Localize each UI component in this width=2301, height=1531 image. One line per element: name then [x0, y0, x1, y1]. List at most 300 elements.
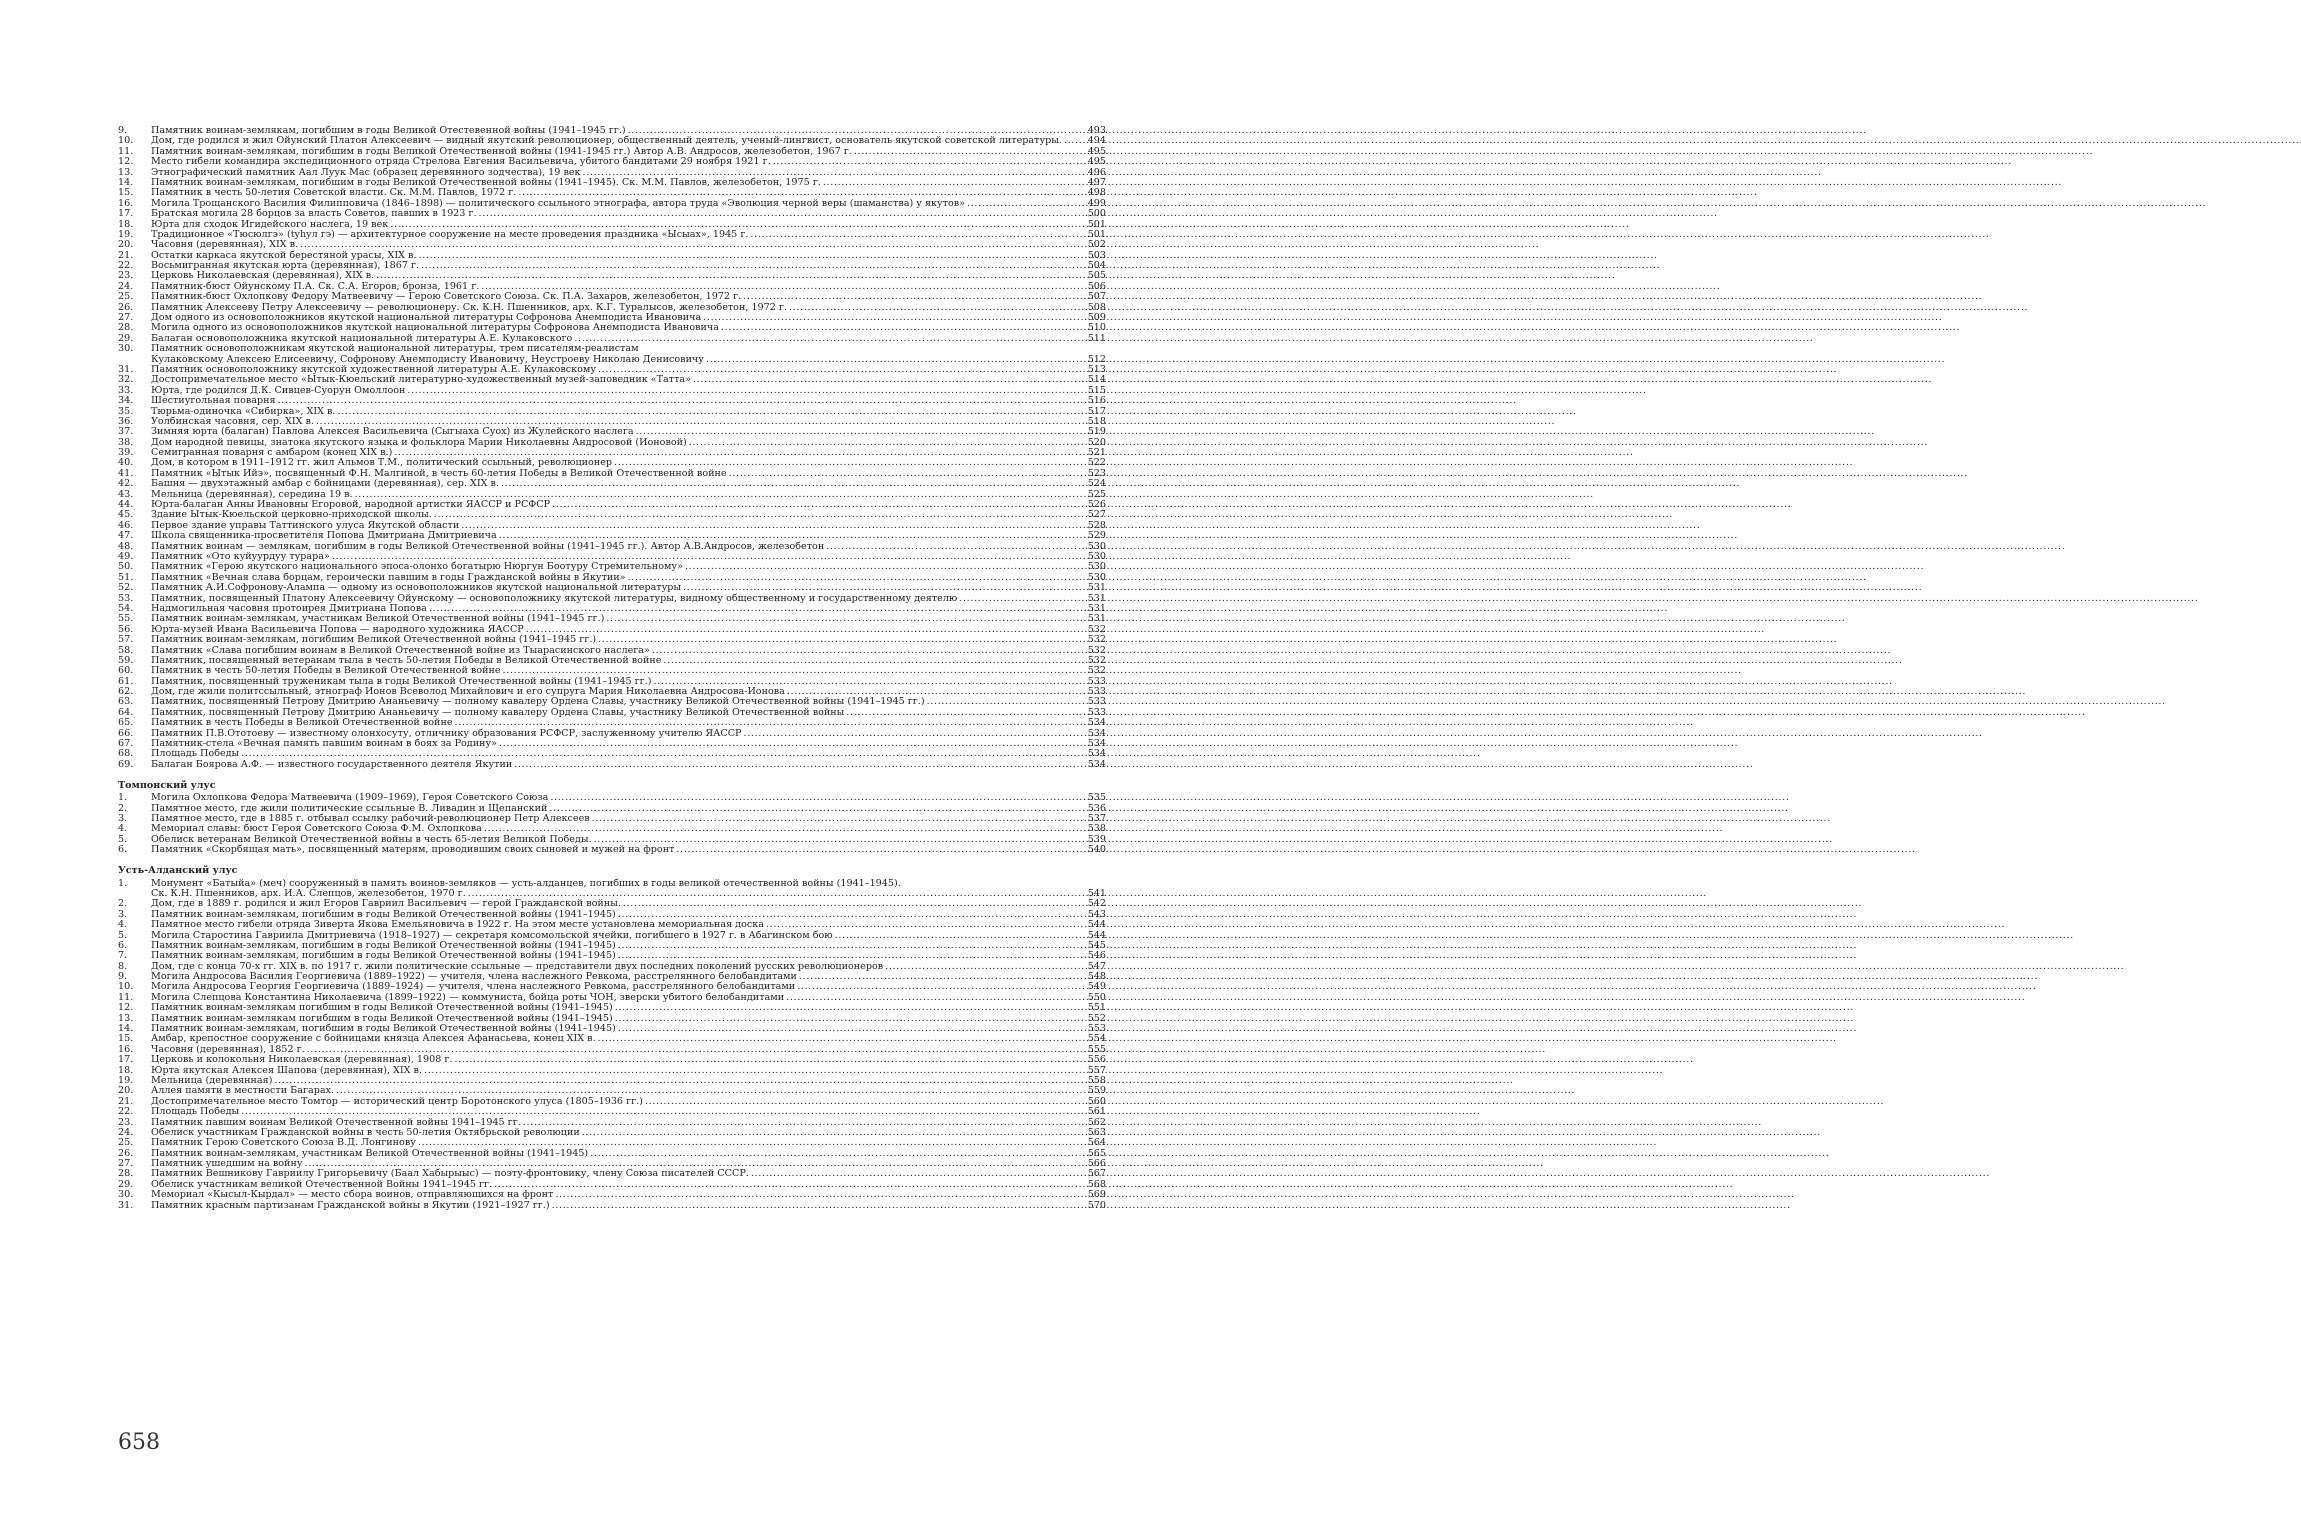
entry-page-number: 557 [1087, 1064, 1106, 1076]
entry-number: 16. [118, 197, 134, 209]
entry-title: Школа священника-просветителя Попова Дмитриана Дмитриевича [151, 530, 497, 542]
entry-title: Памятник воинам-землякам, погибшим в годы Великой Отечественной войны (1941–1945) [151, 939, 616, 951]
entry-page-number: 542 [1087, 898, 1106, 910]
entry-number: 2. [118, 898, 128, 910]
entry-title: Дом, где жили политссыльный, этнограф Ионов Всеволод Михайлович и его супруга Мария Николаевна Андросова-Ионова [151, 686, 785, 698]
entry-title: Могила одного из основоположников якутской национальной литературы Софронова Анемподиста Ивановича [151, 322, 719, 334]
entry-page-number: 570 [1087, 1199, 1106, 1211]
entry-number: 19. [118, 228, 134, 240]
entry-number: 32. [118, 374, 134, 386]
entry-page-number: 544 [1087, 919, 1106, 931]
entry-page-number: 497 [1087, 176, 1106, 188]
entry-page-number: 504 [1087, 260, 1106, 272]
entry-title: Памятник воинам-землякам, погибшим в годы Великой Отечественной войны (1941–1945) [151, 908, 616, 920]
entry-number: 36. [118, 415, 134, 427]
entry-page-number: 546 [1087, 950, 1106, 962]
entry-title: Памятник павшим воинам Великой Отечественной войны 1941–1945 гг. [151, 1116, 521, 1128]
entry-page-number: 541 [1087, 887, 1106, 899]
entry-number: 44. [118, 499, 134, 511]
entry-title: Могила Охлопкова Федора Матвеевича (1909–1969), Героя Советского Союза [151, 792, 549, 804]
entry-title: Юрта якутская Алексея Шапова (деревянная), XIX в. [151, 1064, 423, 1076]
entry-title: Обелиск участникам Гражданской войны в честь 50-летия Октябрьской революции [151, 1126, 580, 1138]
entry-page-number: 533 [1087, 706, 1106, 718]
entry-title: Дом одного из основоположников якутской национальной литературы Софронова Анемподиста Ивановича [151, 312, 702, 324]
entry-page-number: 539 [1087, 833, 1106, 845]
entry-title: Памятник «Герою якутского национального эпоса-олонхо богатырю Нюргун Боотуру Стремительному» [151, 561, 683, 573]
entry-page-number: 548 [1087, 971, 1106, 983]
entry-page-number: 531 [1087, 613, 1106, 625]
entry-title: Достопримечательное место Томтор — исторический центр Боротонского улуса (1805–1936 гг.) [151, 1095, 643, 1107]
entry-page-number: 494 [1087, 135, 1106, 147]
entry-number: 6. [118, 939, 128, 951]
entry-number: 30. [118, 343, 134, 355]
entry-page-number: 562 [1087, 1116, 1106, 1128]
entry-number: 11. [118, 991, 134, 1003]
entry-number: 7. [118, 950, 128, 962]
entry-page-number: 536 [1087, 802, 1106, 814]
entry-title: Памятник «Скорбящая мать», посвященный матерям, проводившим своих сыновей и мужей на фронт [151, 844, 675, 856]
entry-title: Башня — двухэтажный амбар с бойницами (деревянная), сер. XIX в. [151, 478, 499, 490]
entry-page-number: 553 [1087, 1023, 1106, 1035]
entry-number: 25. [118, 1137, 134, 1149]
section-heading: Усть-Алданский улус [118, 865, 238, 877]
entry-number: 59. [118, 654, 134, 666]
entry-page-number: 516 [1087, 395, 1106, 407]
entry-title: Обелиск ветеранам Великой Отечественной войны в честь 65-летия Великой Победы. [151, 833, 592, 845]
entry-title: Могила Трощанского Василия Филипповича (1846–1898) — политического ссыльного этнографа, автора труда «Эволюция черной веры (шаманства) у якутов» [151, 197, 966, 209]
entry-title: Могила Андросова Василия Георгиевича (1889–1922) — учителя, члена наслежного Ревкома, расстрелянного белобандитами [151, 971, 797, 983]
entry-page-number: 534 [1087, 727, 1106, 739]
entry-number: 69. [118, 758, 134, 770]
entry-number: 40. [118, 457, 134, 469]
entry-page-number: 514 [1087, 374, 1106, 386]
entry-page-number: 508 [1087, 301, 1106, 313]
entry-number: 4. [118, 823, 128, 835]
entry-title: Памятник, посвященный Петрову Дмитрию Ананьевичу — полному кавалеру Ордена Славы, участнику Великой Отечественной войны [151, 706, 845, 718]
entry-title: Первое здание управы Таттинского улуса Якутской области [151, 519, 460, 531]
entry-title: Памятник-стела «Вечная память павшим воинам в боях за Родину» [151, 738, 498, 750]
entry-title: Обелиск участникам великой Отечественной Войны 1941–1945 гг. [151, 1178, 493, 1190]
toc-entry [118, 845, 1106, 855]
entry-number: 5. [118, 929, 128, 941]
toc-entry [118, 157, 1106, 167]
entry-number: 34. [118, 395, 134, 407]
entry-page-number: 495 [1087, 145, 1106, 157]
entry-number: 27. [118, 1158, 134, 1170]
leader-dots [598, 635, 1084, 645]
entry-title: Памятник П.В.Ототоеву — известному олонхосуту, отличнику образования РСФСР, заслуженному учителю ЯАССР [151, 727, 742, 739]
entry-number: 57. [118, 634, 134, 646]
entry-number: 18. [118, 1064, 134, 1076]
entry-page-number: 501 [1087, 228, 1106, 240]
entry-number: 29. [118, 332, 134, 344]
entry-title: Юрта-музей Ивана Васильевича Попова — народного художника ЯАССР [151, 623, 524, 635]
entry-title: Памятник в честь Победы в Великой Отечественной войне [151, 717, 453, 729]
entry-number: 31. [118, 1199, 134, 1211]
entry-title: Мемориал славы: бюст Героя Советского Союза Ф.М. Охлопкова [151, 823, 482, 835]
entry-page-number: 517 [1087, 405, 1106, 417]
leader-dots [766, 920, 1084, 930]
entry-title: Зимняя юрта (балаган) Павлова Алексея Васильевича (Сыгыаха Суох) из Жулейского наслега [151, 426, 634, 438]
entry-title: Памятник, посвященный труженикам тыла в годы Великой Отечественной войны (1941–1945 гг.) [151, 675, 652, 687]
entry-page-number: 524 [1087, 478, 1106, 490]
entry-number: 54. [118, 602, 134, 614]
entry-number: 45. [118, 509, 134, 521]
entry-page-number: 530 [1087, 551, 1106, 562]
entry-page-number: 537 [1087, 812, 1106, 824]
entry-page-number: 532 [1087, 644, 1106, 656]
entry-title: Памятник основоположникам якутской национальной литературы, трем писателям-реалистам [151, 343, 639, 355]
entry-title: Монумент «Батыйа» (меч) сооруженный в память воинов-земляков — усть-алданцев, погибших в годы великой отечественной войны (1941–1945). [151, 877, 901, 889]
entry-number: 29. [118, 1178, 134, 1190]
entry-page-number: 568 [1087, 1178, 1106, 1190]
entry-page-number: 503 [1087, 249, 1106, 261]
entry-title: Памятник, посвященный ветеранам тыла в честь 50-летия Победы в Великой Отечественной войне [151, 654, 662, 666]
entry-title: Аллея памяти в местности Багарах. [151, 1085, 335, 1097]
entry-number: 21. [118, 1095, 134, 1107]
entry-number: 24. [118, 280, 134, 292]
entry-page-number: 540 [1087, 844, 1106, 856]
entry-page-number: 533 [1087, 675, 1106, 687]
entry-number: 53. [118, 592, 134, 604]
entry-number: 60. [118, 665, 134, 677]
entry-title: Могила Андросова Георгия Георгиевича (1889–1924) — учителя, члена наслежного Ревкома, расстрелянного белобандитами [151, 981, 796, 993]
section-heading: Томпонский улус [118, 779, 216, 791]
entry-number: 18. [118, 218, 134, 230]
entry-title: Памятник основоположнику якутской художественной литературы А.Е. Кулаковскому [151, 363, 597, 375]
entry-title: Церковь и колокольня Николаевская (деревянная), 1908 г. [151, 1054, 453, 1066]
entry-title: Надмогильная часовня протоирея Дмитриана Попова [151, 602, 427, 614]
entry-number: 66. [118, 727, 134, 739]
entry-number: 52. [118, 582, 134, 594]
entry-title: Этнографический памятник Аал Луук Мас (образец деревянного зодчества), 19 век [151, 166, 581, 178]
toc-entry [118, 760, 1106, 770]
entry-title: Памятник Алексееву Петру Алексеевичу — революционеру. Ск. К.Н. Пшенников, арх. К.Г. Туралысов, железобетон, 1972 г. [151, 301, 787, 313]
entry-page-number: 543 [1087, 908, 1106, 920]
entry-title: Памятное место, где жили политические ссыльные В. Ливадин и Щепанский [151, 802, 548, 814]
entry-title: Традиционное «Тюсюлгэ» (tyhyл гэ) — архитектурное сооружение на месте проведения праздника «Ысыах», 1945 г. [151, 228, 749, 240]
entry-number: 39. [118, 447, 134, 459]
entry-number: 65. [118, 717, 134, 729]
entry-page-number: 554 [1087, 1033, 1106, 1045]
entry-number: 13. [118, 1012, 134, 1024]
entry-page-number: 511 [1087, 332, 1106, 344]
entry-number: 42. [118, 478, 134, 490]
entry-title: Памятник воинам-землякам, участникам Великой Отечественной войны (1941–1945) [151, 1147, 589, 1159]
entry-number: 28. [118, 322, 134, 334]
entry-title: Памятник, посвященный Петрову Дмитрию Ананьевичу — полному кавалеру Ордена Славы, участнику Великой Отечественной войны (1941–1945 гг.) [151, 696, 925, 708]
entry-title: Уолбинская часовня, сер. XIX в. [151, 415, 314, 427]
entry-title: Место гибели командира экспедиционного отряда Стрелова Евгения Васильевича, убитого бандитами 29 ноября 1921 г. [151, 156, 771, 168]
entry-title: Восьмигранная якутская юрта (деревянная), 1867 г. [151, 260, 420, 272]
entry-number: 26. [118, 1147, 134, 1159]
entry-title: Памятник «Слава погибшим воинам в Великой Отечественной войне из Тыарасинского наслега» [151, 644, 650, 656]
entry-number: 14. [118, 176, 134, 188]
entry-title: Памятник Герою Советского Союза В.Д. Лонгинову [151, 1137, 416, 1149]
entry-number: 20. [118, 239, 134, 251]
leader-dots [676, 845, 1084, 855]
entry-number: 48. [118, 540, 134, 552]
entry-number: 51. [118, 571, 134, 583]
entry-number: 12. [118, 156, 134, 168]
entry-page-number: 509 [1087, 312, 1106, 324]
entry-number: 3. [118, 908, 128, 920]
entry-number: 26. [118, 301, 134, 313]
entry-number: 47. [118, 530, 134, 542]
entry-number: 10. [118, 135, 134, 147]
entry-page-number: 505 [1087, 270, 1106, 282]
entry-page-number: 544 [1087, 929, 1106, 941]
entry-page-number: 501 [1087, 218, 1106, 230]
entry-number: 33. [118, 384, 134, 396]
toc-entry [118, 1107, 1106, 1117]
entry-page-number: 528 [1087, 519, 1106, 531]
entry-page-number: 534 [1087, 748, 1106, 760]
entry-number: 41. [118, 467, 134, 479]
entry-title: Остатки каркаса якутской берестяной урасы, XIX в. [151, 249, 417, 261]
entry-page-number: 556 [1087, 1054, 1106, 1066]
entry-page-number: 551 [1087, 1002, 1106, 1014]
entry-title: Памятник воинам-землякам, погибшим в годы Великой Отестевенной войны (1941–1945 гг.) [151, 124, 626, 136]
entry-number: 43. [118, 488, 134, 500]
entry-number: 15. [118, 187, 134, 199]
entry-number: 14. [118, 1023, 134, 1035]
entry-title: Дом, в котором в 1911–1912 гг. жил Альмов Т.М., политический ссыльный, революционер [151, 457, 613, 469]
entry-page-number: 513 [1087, 363, 1106, 375]
entry-number: 67. [118, 738, 134, 750]
entry-page-number: 531 [1087, 602, 1106, 614]
entry-page-number: 510 [1087, 322, 1106, 334]
entry-number: 2. [118, 802, 128, 814]
entry-number: 5. [118, 833, 128, 845]
entry-number: 63. [118, 696, 134, 708]
entry-page-number: 518 [1087, 415, 1106, 427]
entry-title: Ск. К.Н. Пшенников, арх. И.А. Слепцов, железобетон, 1970 г. [151, 887, 466, 899]
entry-page-number: 522 [1087, 457, 1106, 469]
entry-title: Памятное место гибели отряда Зиверта Якова Емельяновича в 1922 г. На этом месте установлена мемориальная доска [151, 919, 764, 931]
entry-number: 49. [118, 551, 134, 562]
entry-page-number: 530 [1087, 540, 1106, 552]
entry-page-number: 534 [1087, 758, 1106, 770]
entry-page-number: 559 [1087, 1085, 1106, 1097]
entry-page-number: 525 [1087, 488, 1106, 500]
entry-title: Памятник воинам — землякам, погибшим в годы Великой Отечественной войны (1941–1945 гг.). Автор А.В.Андросов, железобетон [151, 540, 825, 552]
entry-title: Дом, где в 1889 г. родился и жил Егоров Гавриил Васильевич — герой Гражданской войны. [151, 898, 621, 910]
page-number: 658 [118, 1430, 160, 1455]
entry-number: 21. [118, 249, 134, 261]
entry-title: Памятник «Ытык Ийэ», посвященный Ф.Н. Малгиной, в честь 60-летия Победы в Великой Отечественной войне [151, 467, 727, 479]
entry-page-number: 529 [1087, 530, 1106, 542]
entry-page-number: 531 [1087, 582, 1106, 594]
entry-title: Памятник воинам-землякам, погибшим Великой Отечественной войны (1941–1945 гг.) [151, 634, 597, 646]
entry-title: Памятник воинам-землякам, погибшим в годы Великой Отечественной войны (1941–1945). Ск. М.М. Павлов, железобетон, 1975 г. [151, 176, 821, 188]
entry-title: Памятник Вешникову Гавриилу Григорьевичу (Баал Хабырыыс) — поэту-фронтовику, члену Союза писателей СССР. [151, 1168, 749, 1180]
entry-page-number: 533 [1087, 686, 1106, 698]
leader-dots [278, 396, 1084, 406]
entry-title: Часовня (деревянная), 1852 г. [151, 1043, 305, 1055]
entry-page-number: 500 [1087, 208, 1106, 220]
entry-page-number: 527 [1087, 509, 1106, 521]
entry-title: Памятник в честь 50-летия Победы в Великой Отечественной войне [151, 665, 501, 677]
entry-page-number: 515 [1087, 384, 1106, 396]
entry-page-number: 535 [1087, 792, 1106, 804]
entry-number: 1. [118, 877, 128, 889]
entry-number: 6. [118, 844, 128, 856]
entry-title: Площадь Победы [151, 1106, 240, 1118]
entry-number: 28. [118, 1168, 134, 1180]
entry-title: Балаган основоположника якутской национальной литературы А.Е. Кулаковского [151, 332, 573, 344]
entry-number: 20. [118, 1085, 134, 1097]
entry-page-number: 532 [1087, 654, 1106, 666]
entry-page-number: 567 [1087, 1168, 1106, 1180]
entry-number: 37. [118, 426, 134, 438]
table-of-contents [118, 126, 1106, 1211]
entry-number: 9. [118, 124, 128, 136]
entry-page-number: 560 [1087, 1095, 1106, 1107]
entry-number: 61. [118, 675, 134, 687]
entry-number: 68. [118, 748, 134, 760]
entry-title: Памятник, посвященный Платону Алексеевичу Ойунскому — основоположнику якутской литературы, видному общественному и государственному деятелю [151, 592, 958, 604]
entry-number: 24. [118, 1126, 134, 1138]
entry-page-number: 547 [1087, 960, 1106, 972]
entry-number: 17. [118, 208, 134, 220]
entry-number: 58. [118, 644, 134, 656]
entry-number: 27. [118, 312, 134, 324]
entry-title: Дом, где родился и жил Ойунский Платон Алексеевич — видный якутский революционер, общественный деятель, ученый-лингвист, основатель якутской советской литературы. [151, 135, 1062, 147]
entry-number: 62. [118, 686, 134, 698]
entry-page-number: 534 [1087, 717, 1106, 729]
entry-number: 31. [118, 363, 134, 375]
entry-title: Могила Слепцова Константина Николаевича (1899–1922) — коммуниста, бойца роты ЧОН, зверски убитого белобандитами [151, 991, 785, 1003]
entry-number: 22. [118, 1106, 134, 1118]
entry-page-number: 530 [1087, 571, 1106, 583]
entry-title: Юрта-балаган Анны Ивановны Егоровой, народной артистки ЯАССР и РСФСР [151, 499, 551, 511]
entry-title: Мельница (деревянная), середина 19 в. [151, 488, 353, 500]
entry-page-number: 555 [1087, 1043, 1106, 1055]
entry-title: Памятник А.И.Софронову-Алампа — одному из основоположников якутской национальной литературы [151, 582, 682, 594]
entry-page-number: 534 [1087, 738, 1106, 750]
entry-page-number: 523 [1087, 467, 1106, 479]
entry-page-number: 520 [1087, 436, 1106, 448]
entry-number: 30. [118, 1189, 134, 1201]
toc-entry [118, 209, 1106, 219]
entry-number: 35. [118, 405, 134, 417]
entry-title: Юрта, где родился Д.К. Сивцев-Суорун Омоллоон [151, 384, 406, 396]
entry-page-number: 521 [1087, 447, 1106, 459]
entry-title: Тюрьма-одиночка «Сибирка», XIX в. [151, 405, 336, 417]
entry-page-number: 565 [1087, 1147, 1106, 1159]
entry-title: Памятник воинам-землякам погибшим в годы Великой Отечественной войны (1941–1945) [151, 1002, 613, 1014]
entry-number: 50. [118, 561, 134, 573]
entry-title: Памятник «Вечная слава борцам, героически павшим в годы Гражданской войны в Якутии» [151, 571, 626, 583]
entry-title: Мемориал «Кысыл-Кырдал» — место сбора воинов, отправляющихся на фронт [151, 1189, 554, 1201]
entry-page-number: 502 [1087, 239, 1106, 251]
entry-number: 15. [118, 1033, 134, 1045]
entry-number: 1. [118, 792, 128, 804]
entry-title: Памятник воинам-землякам, погибшим в годы Великой Отечественной войны (1941–1945) [151, 1023, 616, 1035]
entry-title: Памятное место, где в 1885 г. отбывал ссылку рабочий-революционер Петр Алексеев [151, 812, 590, 824]
entry-number: 4. [118, 919, 128, 931]
entry-title: Памятник красным партизанам Гражданской войны в Якутии (1921–1927 гг.) [151, 1199, 550, 1211]
entry-title: Дом народной певицы, знатока якутского языка и фольклора Марии Николаевны Андросовой (Ионовой) [151, 436, 687, 448]
toc-entry [118, 635, 1106, 645]
entry-page-number: 558 [1087, 1074, 1106, 1086]
entry-number: 23. [118, 270, 134, 282]
entry-page-number: 519 [1087, 426, 1106, 438]
entry-page-number: 526 [1087, 499, 1106, 511]
entry-page-number: 493 [1087, 124, 1106, 136]
entry-title: Памятник ушедшим на войну [151, 1158, 303, 1170]
entry-title: Памятник воинам-землякам, участникам Великой Отечественной войны (1941–1945 гг.) [151, 613, 605, 625]
entry-title: Памятник воинам-землякам погибшим в годы Великой Отечественной войны (1941–1945) [151, 1012, 613, 1024]
leader-dots [773, 157, 1084, 167]
entry-number: 11. [118, 145, 134, 157]
entry-page-number: 498 [1087, 187, 1106, 199]
entry-title: Дом, где с конца 70-х гг. XIX в. по 1917 г. жили политические ссыльные — представители двух последних поколений русских революционеров [151, 960, 884, 972]
entry-title: Балаган Бояровa А.Ф. — известного государственного деятеля Якутии [151, 758, 513, 770]
entry-number: 19. [118, 1074, 134, 1086]
entry-page-number: 563 [1087, 1126, 1106, 1138]
entry-title: Памятник «Ото куйуурдуу турара» [151, 551, 330, 562]
toc-entry [118, 1201, 1106, 1211]
entry-page-number: 499 [1087, 197, 1106, 209]
entry-number: 22. [118, 260, 134, 272]
entry-number: 8. [118, 960, 128, 972]
entry-title: Могила Старостина Гавриила Дмитриевича (1918–1927) — секретаря комсомольской ячейки, погибшего в 1927 г. в Абагинском бою [151, 929, 833, 941]
entry-page-number: 496 [1087, 166, 1106, 178]
entry-number: 38. [118, 436, 134, 448]
entry-page-number: 552 [1087, 1012, 1106, 1024]
toc-entry [118, 920, 1106, 930]
entry-page-number: 512 [1087, 353, 1106, 365]
entry-number: 55. [118, 613, 134, 625]
entry-page-number: 532 [1087, 665, 1106, 677]
leader-dots [479, 209, 1084, 219]
entry-title: Памятник-бюст Ойунскому П.А. Ск. С.А. Егоров, бронза, 1961 г. [151, 280, 480, 292]
leader-dots [514, 760, 1084, 770]
entry-number: 3. [118, 812, 128, 824]
entry-title: Братская могила 28 борцов за власть Советов, павших в 1923 г. [151, 208, 477, 220]
entry-title: Семигранная поварня с амбаром (конец XIX в.) [151, 447, 393, 459]
entry-page-number: 507 [1087, 291, 1106, 303]
entry-title: Памятник воинам-землякам, погибшим в годы Великой Отечественной войны (1941–1945) [151, 950, 616, 962]
entry-title: Церковь Николаевская (деревянная), XIX в. [151, 270, 375, 282]
entry-number: 12. [118, 1002, 134, 1014]
leader-dots [552, 1201, 1084, 1211]
toc-entry [118, 396, 1106, 406]
entry-page-number: 533 [1087, 696, 1106, 708]
entry-page-number: 532 [1087, 623, 1106, 635]
entry-page-number: 506 [1087, 280, 1106, 292]
entry-title: Шестиугольная поварня [151, 395, 276, 407]
entry-page-number: 495 [1087, 156, 1106, 168]
entry-number: 13. [118, 166, 134, 178]
entry-page-number: 532 [1087, 634, 1106, 646]
entry-number: 17. [118, 1054, 134, 1066]
entry-number: 56. [118, 623, 134, 635]
entry-number: 23. [118, 1116, 134, 1128]
entry-title: Памятник-бюст Охлопкову Федору Матвеевичу — Герою Советского Союза. Ск. П.А. Захаров, железобетон, 1972 г. [151, 291, 742, 303]
entry-page-number: 538 [1087, 823, 1106, 835]
entry-number: 16. [118, 1043, 134, 1055]
entry-title: Площадь Победы [151, 748, 240, 760]
entry-page-number: 561 [1087, 1106, 1106, 1118]
entry-page-number: 569 [1087, 1189, 1106, 1201]
entry-number: 46. [118, 519, 134, 531]
entry-title: Юрта для сходок Игидейского наслега, 19 век [151, 218, 389, 230]
entry-title: Достопримечательное место «Ытык-Кюельский литературно-художественный музей-заповедник «Татта» [151, 374, 691, 386]
entry-page-number: 566 [1087, 1158, 1106, 1170]
